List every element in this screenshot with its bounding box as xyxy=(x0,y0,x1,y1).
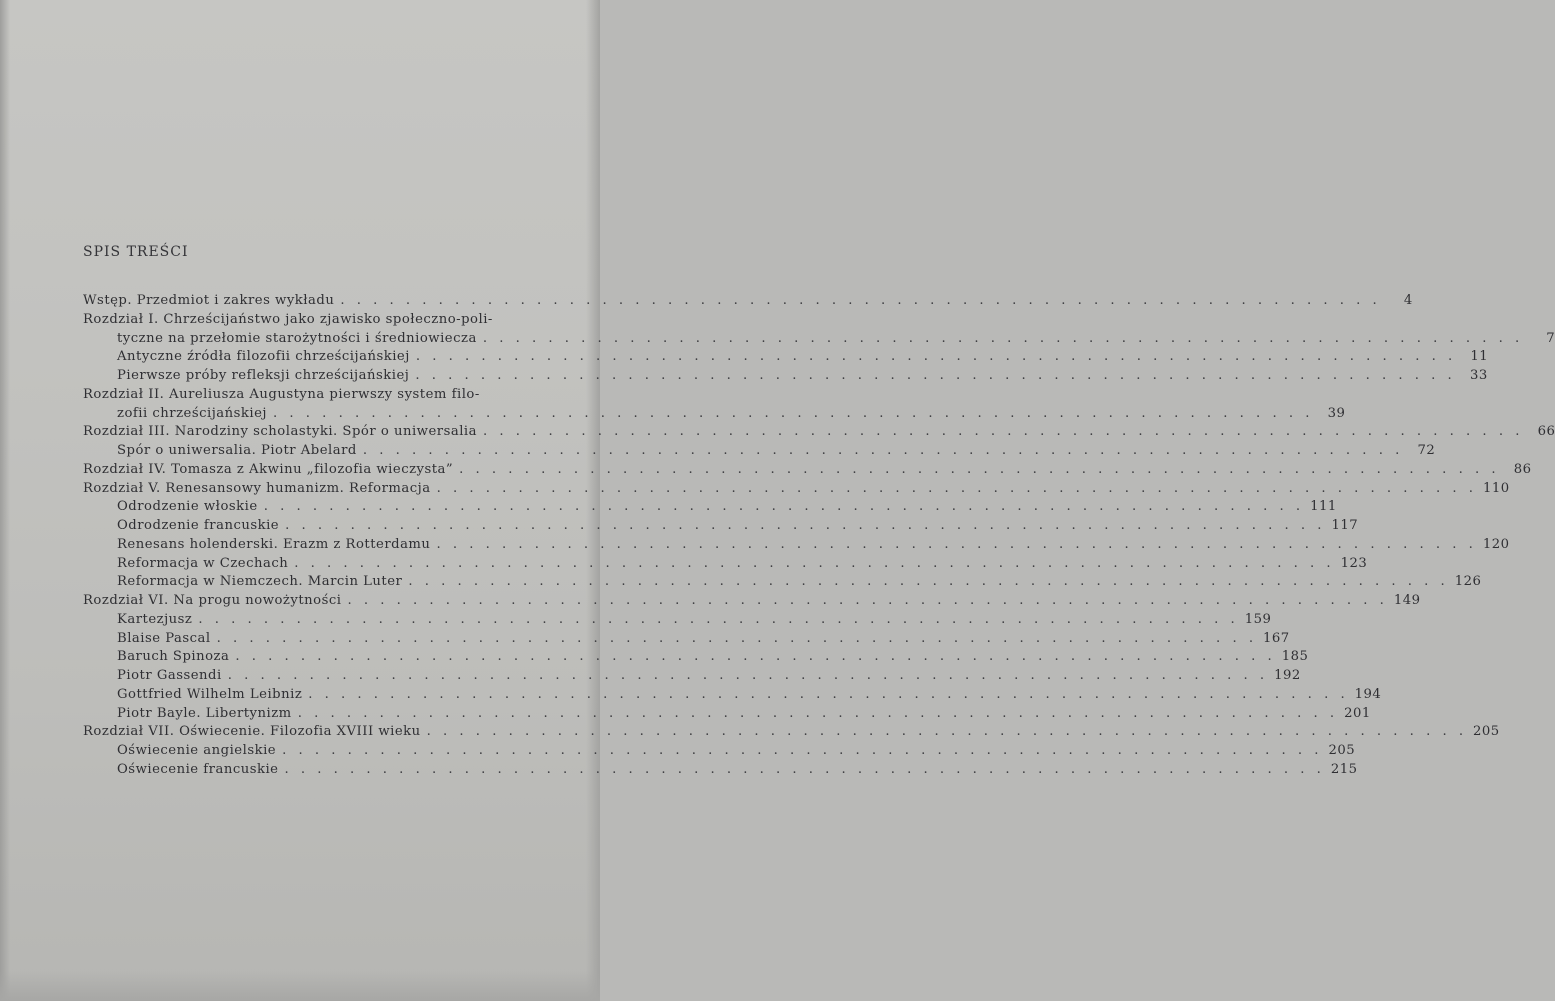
toc-entry xyxy=(83,480,1510,499)
toc-page-number: 66 xyxy=(1537,424,1555,440)
toc-page-number: 4 xyxy=(1403,293,1413,308)
toc-entry-line xyxy=(83,723,1500,742)
toc-page-number: 33 xyxy=(1469,368,1488,383)
toc-entry-title: Baruch Spinoza xyxy=(117,649,230,665)
toc-entry-line xyxy=(83,705,1371,724)
toc-entry-title: Renesans holenderski. Erazm z Rotterdamu xyxy=(117,536,431,552)
dot-leader xyxy=(415,367,1455,386)
toc-page-number: 7 xyxy=(1546,330,1555,346)
toc-page-number: 123 xyxy=(1340,555,1368,571)
toc-entry-title: Oświecenie angielskie xyxy=(117,743,277,758)
dot-leader xyxy=(427,723,1467,742)
toc-page-number: 39 xyxy=(1327,405,1346,421)
toc-entry-title: Odrodzenie włoskie xyxy=(117,499,258,515)
toc-entry-line xyxy=(83,592,1421,611)
dot-leader xyxy=(436,536,1476,555)
toc-entry-title: Rozdział VI. Na progu nowożytności xyxy=(83,593,342,608)
toc-entry-line xyxy=(83,461,1532,480)
dot-leader xyxy=(340,292,1380,311)
toc-entry-line xyxy=(83,498,1337,517)
toc-entry-title: Piotr Gassendi xyxy=(117,668,222,683)
toc-page-number: 117 xyxy=(1331,518,1359,533)
toc-entry-line xyxy=(83,517,1359,536)
dot-leader xyxy=(235,648,1275,667)
toc-entry-title: Blaise Pascal xyxy=(117,630,211,646)
toc-entry xyxy=(83,386,1346,424)
toc-page-number: 215 xyxy=(1330,761,1358,777)
toc-entry-line xyxy=(83,555,1368,574)
toc-entry-line xyxy=(83,292,1413,311)
toc-entry-title: Rozdział I. Chrześcijaństwo jako zjawisko społeczno-poli- xyxy=(83,311,493,327)
dot-leader xyxy=(298,705,1338,724)
dot-leader xyxy=(294,555,1334,574)
toc-entry-line xyxy=(83,536,1510,555)
toc-entry-line xyxy=(83,648,1309,667)
toc-page-number: 167 xyxy=(1263,630,1290,646)
toc-entry xyxy=(83,517,1359,536)
toc-entry xyxy=(83,498,1337,517)
toc-entry-line xyxy=(83,611,1272,630)
toc-entry-title: Rozdział II. Aureliusza Augustyna pierwszy system filo- xyxy=(83,386,480,402)
toc-page-number: 126 xyxy=(1454,574,1482,590)
toc-page-number: 194 xyxy=(1354,686,1382,702)
table-of-contents xyxy=(83,292,1555,780)
dot-leader xyxy=(308,686,1348,705)
toc-entry-line xyxy=(83,423,1555,442)
dot-leader xyxy=(363,442,1403,461)
dot-leader xyxy=(416,348,1456,367)
toc-entry-title: zofii chrześcijańskiej xyxy=(117,405,268,421)
dot-leader xyxy=(459,461,1499,480)
dot-leader xyxy=(264,498,1304,517)
toc-page-number: 201 xyxy=(1344,705,1371,721)
toc-entry-title: Rozdział VII. Oświecenie. Filozofia XVIII wieku xyxy=(83,724,421,740)
page-edge-shadow-bottom xyxy=(0,971,600,1001)
toc-entry xyxy=(83,686,1382,705)
toc-entry xyxy=(83,555,1368,574)
toc-page-number: 159 xyxy=(1244,611,1272,627)
toc-heading: SPIS TREŚCI xyxy=(83,244,189,260)
toc-entry xyxy=(83,348,1489,367)
toc-entry-title: Odrodzenie francuskie xyxy=(117,518,280,533)
toc-entry xyxy=(83,536,1510,555)
toc-entry-line xyxy=(83,311,572,330)
toc-page-number: 149 xyxy=(1393,593,1421,608)
toc-page-number: 110 xyxy=(1482,480,1510,496)
dot-leader xyxy=(437,480,1477,499)
toc-entry-title: Kartezjusz xyxy=(117,611,193,627)
toc-entry xyxy=(83,367,1488,386)
toc-entry xyxy=(83,442,1436,461)
dot-leader xyxy=(285,517,1325,536)
dot-leader xyxy=(273,405,1313,424)
dot-leader xyxy=(285,761,1325,780)
toc-entry xyxy=(83,423,1555,442)
dot-leader xyxy=(228,667,1268,686)
toc-entry xyxy=(83,667,1301,686)
toc-entry-title: Antyczne źródła filozofii chrześcijańskiej xyxy=(117,349,410,365)
toc-entry xyxy=(83,573,1482,592)
toc-entry-continuation xyxy=(83,405,1346,424)
toc-entry-title: Gottfried Wilhelm Leibniz xyxy=(117,686,303,702)
toc-entry-line xyxy=(83,630,1290,649)
page-edge-shadow-left xyxy=(0,0,10,1001)
toc-entry xyxy=(83,648,1309,667)
toc-entry xyxy=(83,705,1371,724)
toc-entry-line xyxy=(83,686,1382,705)
toc-page-number: 111 xyxy=(1310,499,1337,515)
toc-entry-title: Reformacja w Niemczech. Marcin Luter xyxy=(117,574,403,590)
toc-page-number: 205 xyxy=(1328,743,1356,758)
toc-entry xyxy=(83,292,1413,311)
toc-entry xyxy=(83,761,1358,780)
toc-page-number: 185 xyxy=(1281,649,1309,665)
toc-entry-continuation xyxy=(83,330,1555,349)
toc-page-number: 205 xyxy=(1473,724,1500,740)
toc-entry xyxy=(83,723,1500,742)
toc-entry-title: Rozdział V. Renesansowy humanizm. Reformacja xyxy=(83,480,431,496)
dot-leader xyxy=(483,423,1523,442)
toc-entry-title: Spór o uniwersalia. Piotr Abelard xyxy=(117,443,357,458)
toc-entry-line xyxy=(83,367,1488,386)
toc-entry-title: Wstęp. Przedmiot i zakres wykładu xyxy=(83,293,335,308)
toc-entry-line xyxy=(83,573,1482,592)
toc-entry-title: tyczne na przełomie starożytności i średniowiecza xyxy=(117,330,477,346)
toc-entry xyxy=(83,461,1532,480)
toc-entry-title: Rozdział III. Narodziny scholastyki. Spór o uniwersalia xyxy=(83,424,478,440)
dot-leader xyxy=(198,611,1238,630)
toc-entry-line xyxy=(83,348,1489,367)
toc-page-number: 72 xyxy=(1417,443,1436,458)
dot-leader xyxy=(282,742,1322,761)
dot-leader xyxy=(217,630,1257,649)
toc-entry-line xyxy=(83,386,572,405)
toc-entry xyxy=(83,592,1421,611)
toc-entry-line xyxy=(83,742,1356,761)
dot-leader xyxy=(483,330,1523,349)
toc-entry-title: Reformacja w Czechach xyxy=(117,555,289,571)
toc-entry xyxy=(83,630,1290,649)
toc-entry xyxy=(83,311,1555,349)
dot-leader xyxy=(347,592,1387,611)
toc-entry-line xyxy=(83,442,1436,461)
toc-entry xyxy=(83,742,1356,761)
toc-entry-line xyxy=(83,667,1301,686)
dot-leader xyxy=(408,573,1448,592)
toc-entry-line xyxy=(83,761,1358,780)
toc-entry-title: Pierwsze próby refleksji chrześcijańskiej xyxy=(117,368,410,383)
toc-entry-title: Piotr Bayle. Libertynizm xyxy=(117,705,292,721)
toc-page-number: 86 xyxy=(1513,461,1532,477)
toc-entry xyxy=(83,611,1272,630)
toc-entry-line xyxy=(83,480,1510,499)
toc-entry-title: Oświecenie francuskie xyxy=(117,761,279,777)
toc-page-number: 192 xyxy=(1274,668,1301,683)
toc-entry-title: Rozdział IV. Tomasza z Akwinu „filozofia wieczysta” xyxy=(83,461,454,477)
toc-page-number: 11 xyxy=(1470,349,1489,365)
toc-page-number: 120 xyxy=(1482,536,1510,552)
